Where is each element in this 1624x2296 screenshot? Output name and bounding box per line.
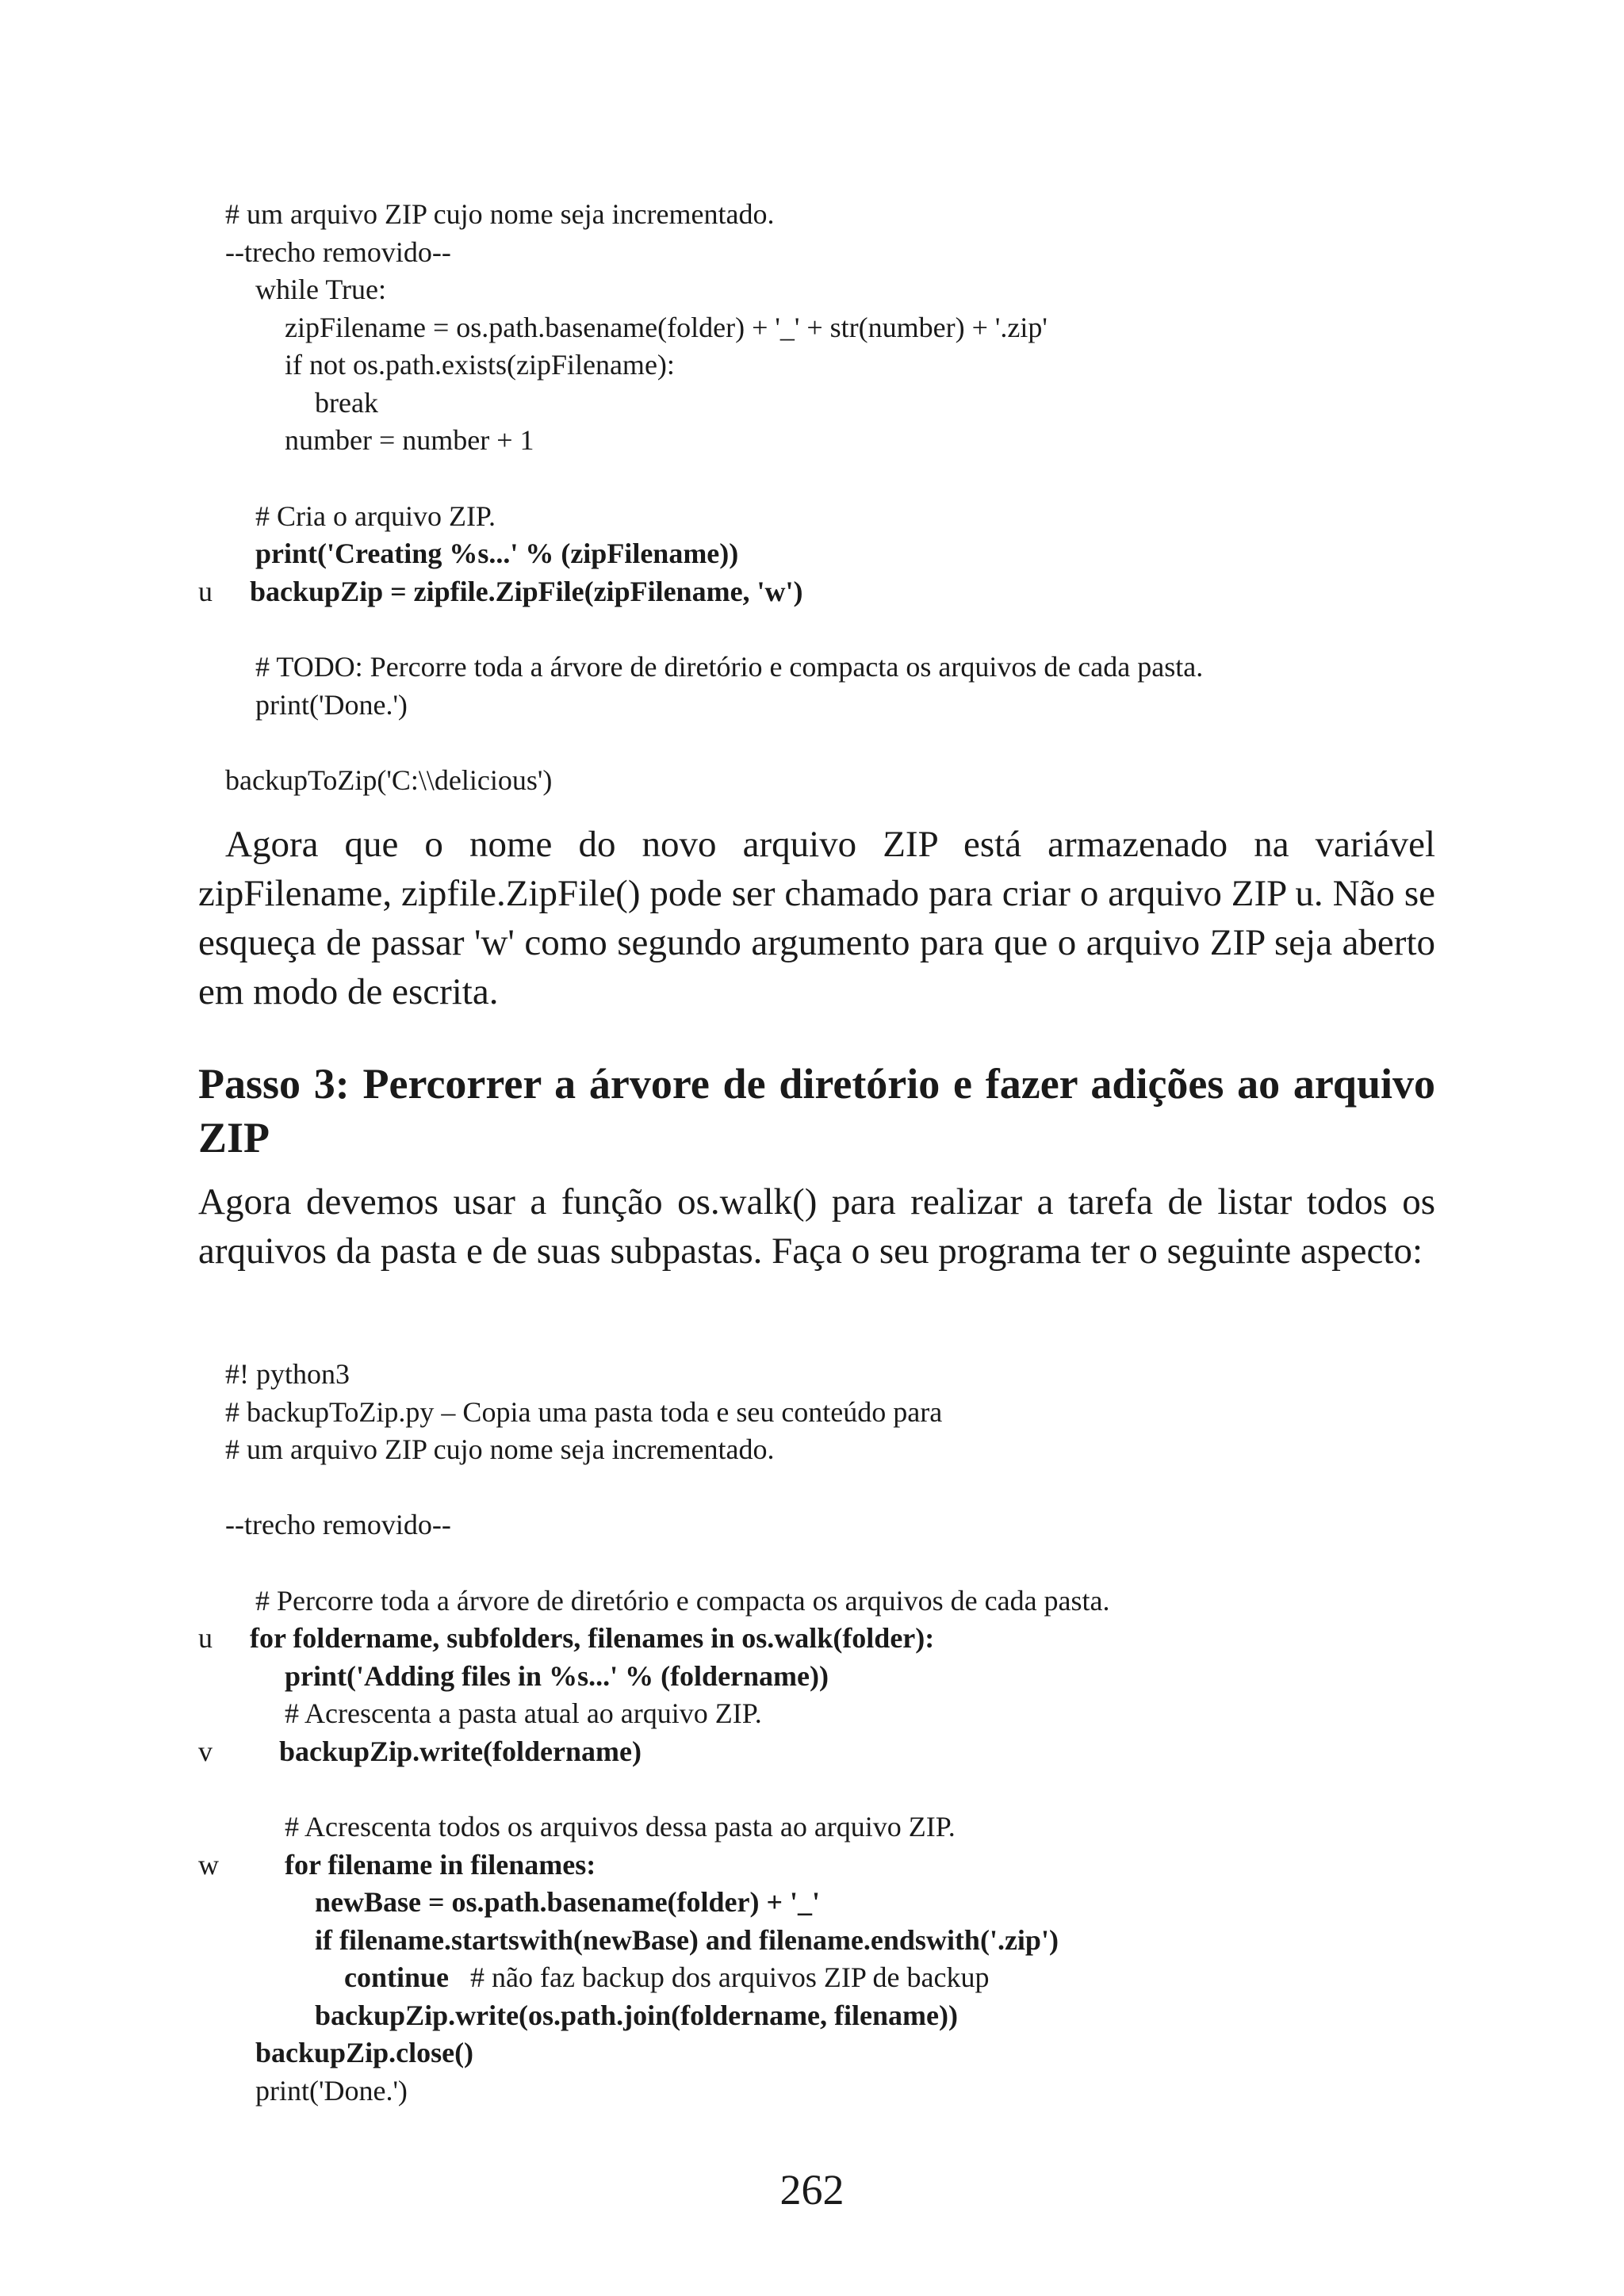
code-line [0,1355,1624,1393]
page-number: 262 [779,2166,845,2214]
code-text: newBase = os.path.basename(folder) + '_' [315,1886,821,1918]
code-text: zipFilename = os.path.basename(folder) + '_' + str(number) + '.zip' [285,312,1048,343]
code-line [0,761,1624,799]
body-paragraph: Agora devemos usar a função os.walk() para realizar a tarefa de listar todos os arquivos da pasta e de suas subpastas. Faça o seu programa ter o seguinte aspecto: [198,1181,1435,1272]
code-line [0,421,1624,459]
code-text: print('Done.') [255,689,408,721]
code-text: if filename.startswith(newBase) and filename.endswith('.zip') [315,1924,1059,1956]
code-text: for foldername, subfolders, filenames in os.walk(folder): [250,1622,935,1654]
code-line [0,308,1624,346]
code-text: # backupToZip.py – Copia uma pasta toda e seu conteúdo para [225,1396,943,1428]
code-text: backupZip = zipfile.ZipFile(zipFilename, 'w') [250,576,803,607]
code-text: --trecho removido-- [225,236,451,268]
callout-marker: w [198,1849,219,1881]
code-line [0,572,1624,610]
code-text: for filename in filenames: [285,1849,596,1881]
code-text: # TODO: Percorre toda a árvore de diretório e compacta os arquivos de cada pasta. [255,651,1204,683]
code-line [0,1582,1624,1620]
code-line [0,497,1624,535]
code-text: # Cria o arquivo ZIP. [255,500,496,532]
callout-marker: u [198,1622,213,1654]
code-text [344,1958,989,1996]
code-text: # Percorre toda a árvore de diretório e compacta os arquivos de cada pasta. [255,1585,1110,1617]
code-text: print('Done.') [255,2075,408,2107]
code-text: break [315,387,378,419]
code-line [0,270,1624,308]
code-line [0,346,1624,384]
code-text: while True: [255,274,387,305]
code-text: backupZip.write(os.path.join(foldername, filename)) [315,1999,958,2031]
code-line [0,384,1624,422]
code-line [0,1808,1624,1846]
code-line [0,1619,1624,1657]
code-text: backupZip.write(foldername) [279,1735,642,1767]
code-text: print('Creating %s...' % (zipFilename)) [255,538,739,569]
code-text: # Acrescenta todos os arquivos dessa pasta ao arquivo ZIP. [285,1811,956,1843]
code-line [0,1657,1624,1695]
code-text: backupZip.close() [255,2037,474,2068]
code-line [0,233,1624,271]
code-line [0,1732,1624,1770]
code-line [0,1393,1624,1431]
code-line [0,1430,1624,1468]
code-line [0,1921,1624,1959]
code-line [0,1958,1624,1996]
code-line [0,648,1624,686]
code-line [0,1694,1624,1732]
code-text: #! python3 [225,1358,350,1390]
code-text: # Acrescenta a pasta atual ao arquivo ZIP. [285,1697,762,1729]
code-text: backupToZip('C:\\delicious') [225,764,553,796]
code-line [0,534,1624,572]
code-line [0,1846,1624,1884]
code-text: if not os.path.exists(zipFilename): [285,349,675,381]
code-line [0,195,1624,233]
code-line [0,1883,1624,1921]
code-comment: # não faz backup dos arquivos ZIP de backup [449,1961,990,1993]
code-line [0,2072,1624,2110]
code-text: print('Adding files in %s...' % (foldername)) [285,1660,829,1692]
callout-marker: u [198,576,213,607]
code-line [0,1996,1624,2034]
code-text: # um arquivo ZIP cujo nome seja incrementado. [225,1433,775,1465]
body-paragraph: Agora que o nome do novo arquivo ZIP está armazenado na variável zipFilename, zipfile.ZipFile() pode ser chamado para criar o arquivo ZIP u. Não se esqueça de passar 'w' como segundo argumento para que o arquivo ZIP seja aberto em modo de escrita. [198,824,1435,1012]
code-line [0,2034,1624,2072]
code-text: number = number + 1 [285,424,534,456]
code-keyword: continue [344,1961,450,1993]
code-text: --trecho removido-- [225,1509,451,1540]
section-heading: Passo 3: Percorrer a árvore de diretório e fazer adições ao arquivo ZIP [198,1060,1435,1161]
code-line [0,1506,1624,1544]
callout-marker: v [198,1735,213,1767]
code-line [0,686,1624,724]
code-text: # um arquivo ZIP cujo nome seja incrementado. [225,198,775,230]
